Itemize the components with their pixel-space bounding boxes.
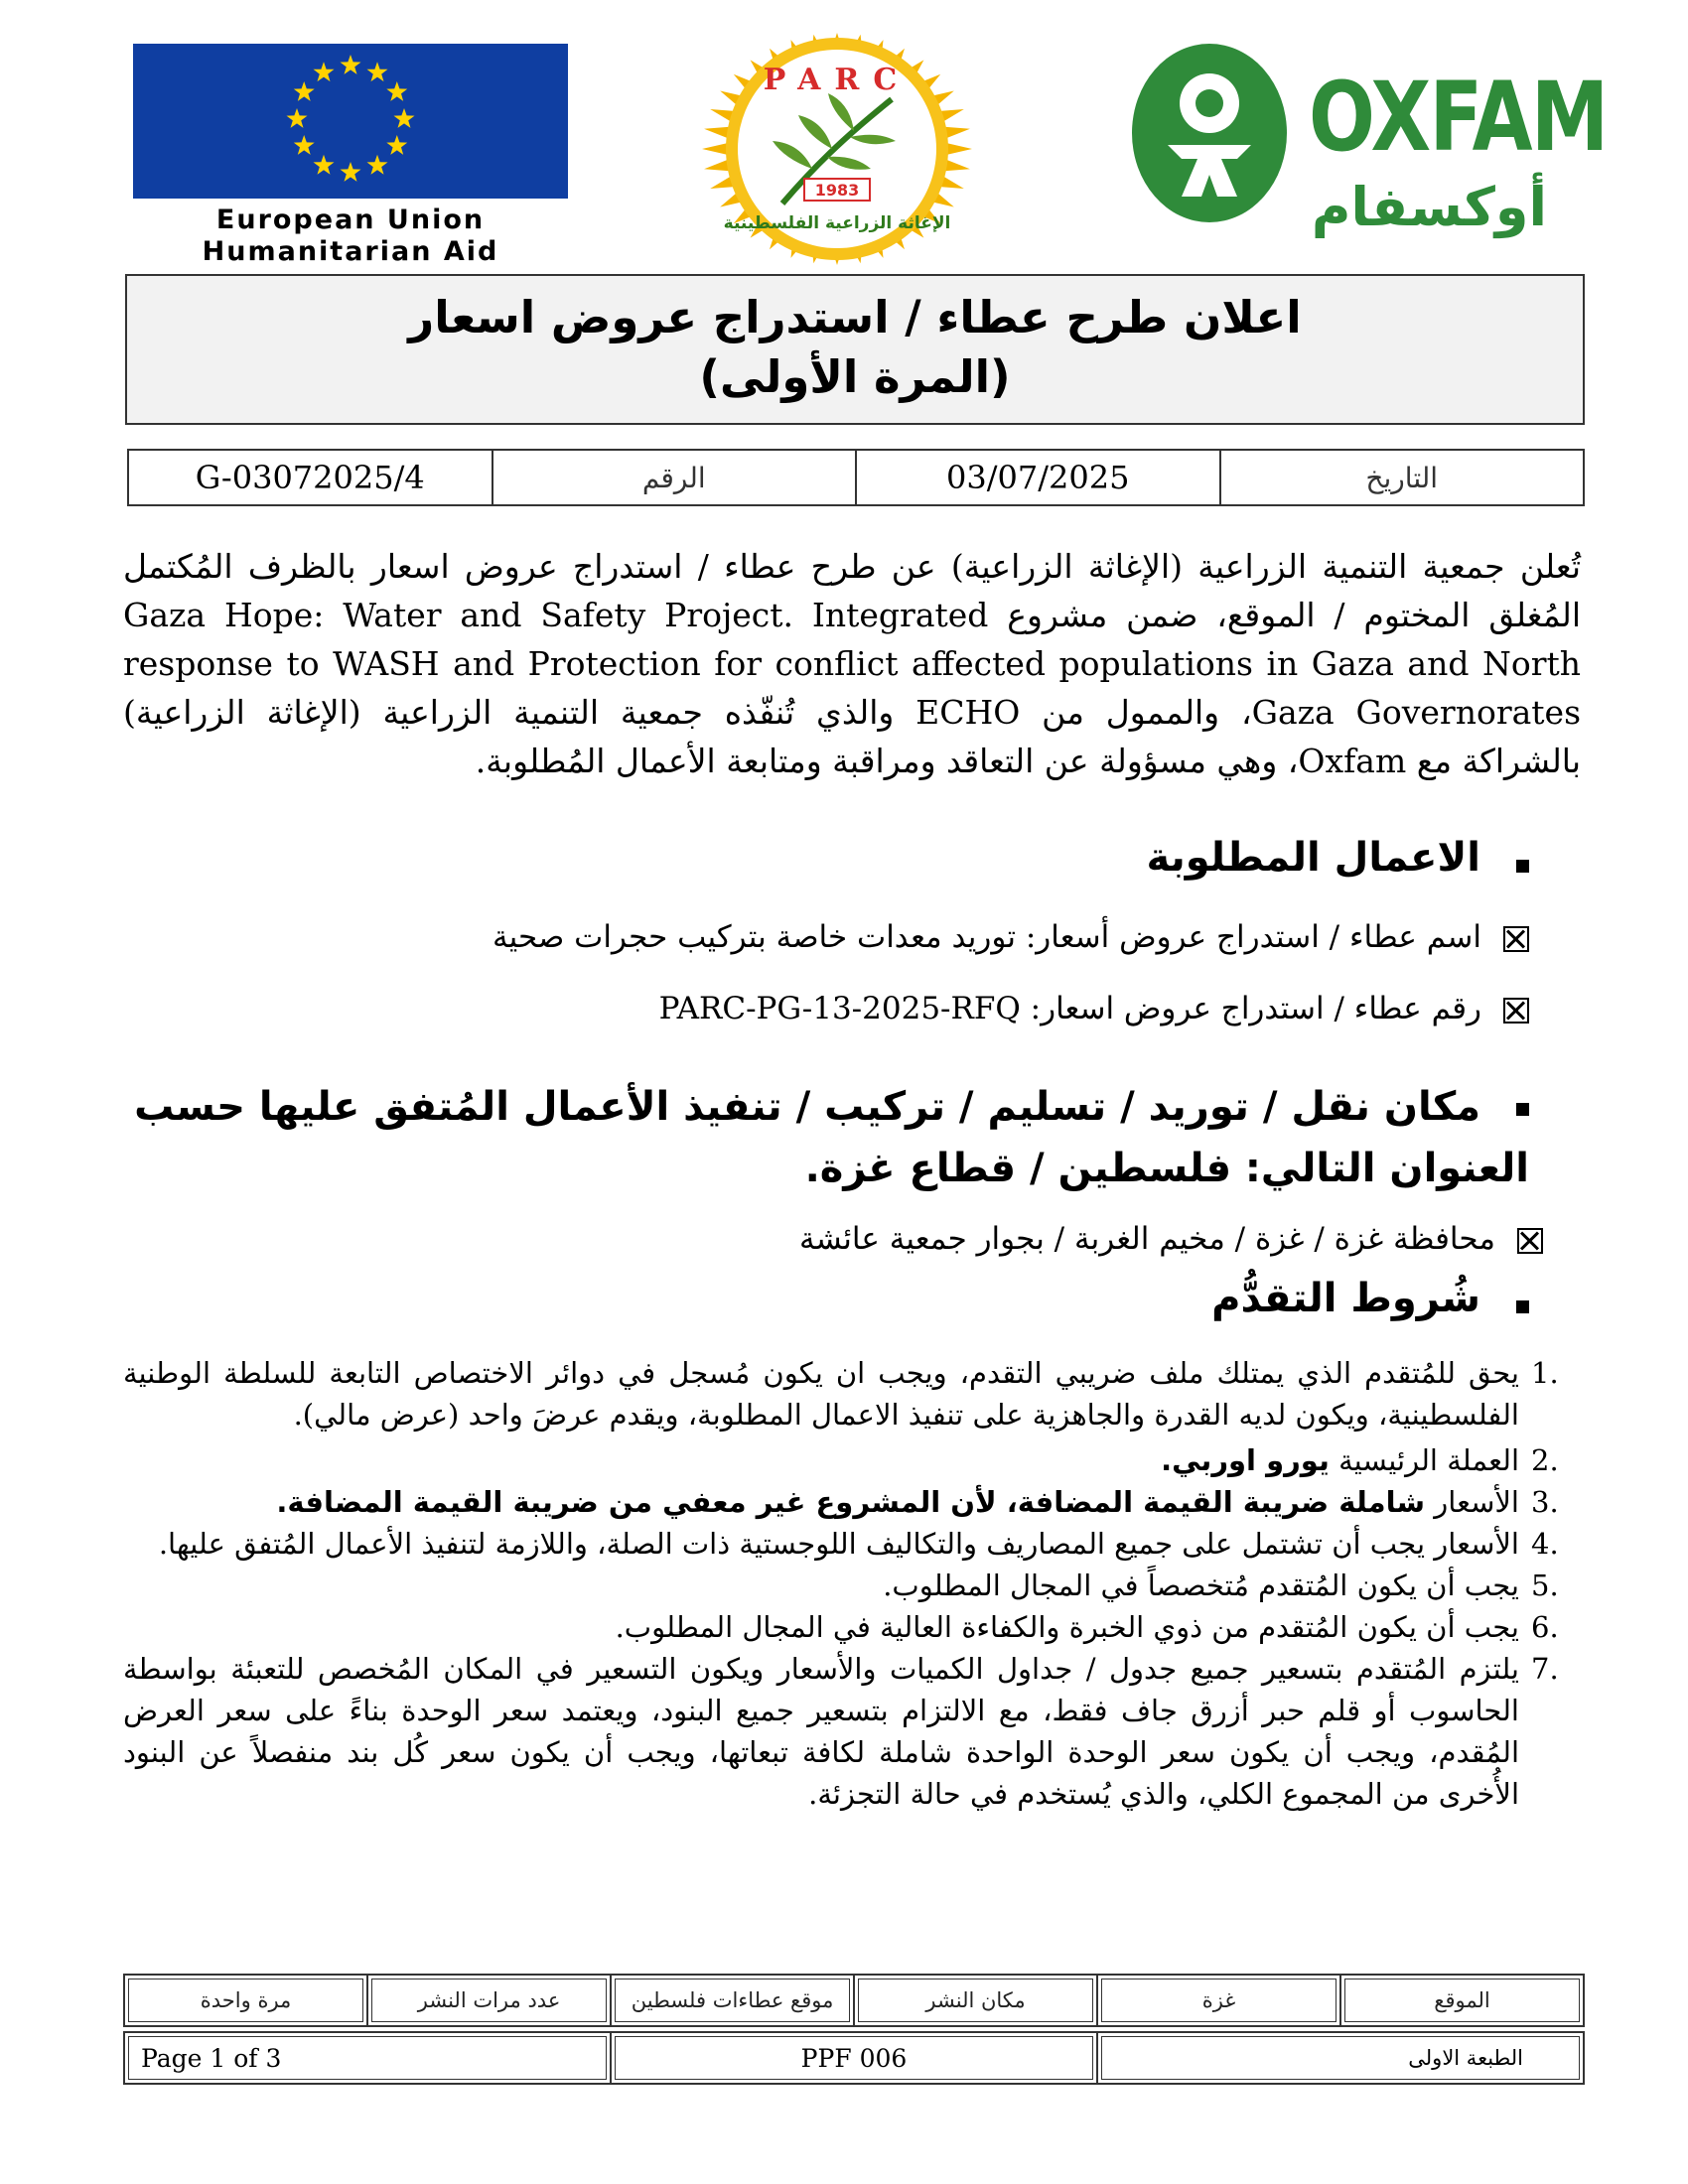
- date-label: التاريخ: [1220, 450, 1585, 505]
- location-label: الموقع: [1340, 1975, 1584, 2026]
- location-section: [119, 1076, 1529, 1199]
- publication-count-value: مرة واحدة: [124, 1975, 367, 2026]
- parc-arabic-name: الإغاثة الزراعية الفلسطينية: [723, 213, 951, 233]
- publication-place-value: موقع عطاءات فلسطين: [611, 1975, 854, 2026]
- location-heading: [119, 1076, 1529, 1199]
- page-number: Page 1 of 3: [124, 2032, 611, 2084]
- eu-flag-icon: [133, 44, 568, 199]
- condition-item: [123, 1648, 1583, 1815]
- required-works-section: [1147, 832, 1529, 884]
- publication-place-label: مكان النشر: [854, 1975, 1097, 2026]
- condition-number: 6.: [1531, 1610, 1559, 1644]
- condition-item: [123, 1565, 1583, 1606]
- number-value: G-03072025/4: [128, 450, 492, 505]
- condition-item: [123, 1481, 1583, 1523]
- checked-box-icon: [1517, 1228, 1543, 1254]
- condition-text: الأسعار يجب أن تشتمل على جميع المصاريف والتكاليف اللوجستية ذات الصلة، واللازمة لتنفيذ الأعمال المُتفق عليها.: [158, 1527, 1519, 1561]
- condition-bold-text: يورو اوربي.: [1161, 1443, 1330, 1477]
- header-logos: [0, 30, 1688, 268]
- eu-caption: European Union Humanitarian Aid: [202, 205, 499, 267]
- oxfam-wordmark: OXFAM: [1309, 62, 1608, 173]
- oxfam-figure-icon: [1130, 42, 1289, 224]
- intro-paragraph: تُعلن جمعية التنمية الزراعية (الإغاثة الزراعية) عن طرح عطاء / استدراج عروض اسعار بالظرف المُكتمل المُغلق المختوم / الموقع، ضمن مشروع Gaza Hope: Water and Safety Project. Integrated response to WASH and Protection for conflict affected populations in Gaza and North Gaza Governorates، والممول من ECHO والذي تُنفّذه جمعية التنمية الزراعية (الإغاثة الزراعية) بالشراكة مع Oxfam، وهي مسؤولة عن التعاقد ومراقبة ومتابعة الأعمال المُطلوبة.: [123, 547, 1582, 780]
- condition-bold-text: شاملة ضريبة القيمة المضافة،: [1006, 1485, 1426, 1519]
- condition-text: يلتزم المُتقدم بتسعير جميع جدول / جداول الكميات والأسعار ويكون التسعير في المكان المُخصص للتعبئة بواسطة الحاسوب أو قلم حبر أزرق جاف فقط، مع الالتزام بتسعير جميع البنود، ويعتمد سعر الوحدة بناءً على سعر العرض المُقدم، ويجب أن يكون سعر الوحدة الواحدة شاملة لكافة تبعاتها، ويجب أن يكون سعر كُل بند منفصلاً عن البنود الأُخرى من المجموع الكلي، والذي يُستخدم في حالة التجزئة.: [123, 1652, 1519, 1811]
- tender-number-text: رقم عطاء / استدراج عروض اسعار: PARC-PG-13-2025-RFQ: [658, 991, 1481, 1026]
- announcement-title: اعلان طرح عطاء / استدراج عروض اسعار: [408, 291, 1302, 343]
- condition-text: يجب أن يكون المُتقدم من ذوي الخبرة والكفاءة العالية في المجال المطلوب.: [615, 1610, 1519, 1644]
- conditions-section: [1211, 1273, 1529, 1324]
- parc-letters: PARC: [763, 63, 912, 97]
- edition-label: الطبعة الاولى: [1097, 2032, 1584, 2084]
- checked-box-icon: [1503, 926, 1529, 952]
- condition-number: 1.: [1531, 1356, 1559, 1390]
- parc-logo: [624, 30, 1051, 268]
- location-value: غزة: [1097, 1975, 1340, 2026]
- condition-number: 2.: [1531, 1443, 1559, 1477]
- checked-box-icon: [1503, 998, 1529, 1024]
- condition-number: 5.: [1531, 1569, 1559, 1602]
- document-footer-table: [123, 2031, 1585, 2085]
- eu-humanitarian-aid-logo: [131, 44, 570, 268]
- condition-text: لأن المشروع غير معفي من ضريبة القيمة المضافة.: [276, 1485, 1007, 1519]
- publication-count-label: عدد مرات النشر: [367, 1975, 611, 2026]
- address-item: [799, 1217, 1543, 1261]
- condition-item: [123, 1352, 1583, 1435]
- condition-text: يجب أن يكون المُتقدم مُتخصصاً في المجال المطلوب.: [883, 1569, 1519, 1602]
- tender-number-item: [659, 987, 1529, 1030]
- condition-number: 3.: [1531, 1485, 1559, 1519]
- address-text: محافظة غزة / غزة / مخيم الغربة / بجوار جمعية عائشة: [799, 1221, 1495, 1257]
- location-heading-text: مكان نقل / توريد / تسليم / تركيب / تنفيذ الأعمال المُتفق عليها حسب العنوان التالي: فلسطين / قطاع غزة.: [134, 1084, 1529, 1191]
- publication-info-table: [123, 1974, 1585, 2027]
- square-bullet-icon: [1516, 860, 1529, 873]
- date-value: 03/07/2025: [856, 450, 1220, 505]
- tender-name-text: اسم عطاء / استدراج عروض أسعار: توريد معدات خاصة بتركيب حجرات صحية: [492, 919, 1481, 955]
- condition-item: [123, 1523, 1583, 1565]
- tender-name-item: [492, 915, 1529, 959]
- oxfam-logo: [1130, 40, 1608, 248]
- oxfam-arabic-wordmark: أوكسفام: [1311, 176, 1547, 238]
- condition-item: [123, 1439, 1583, 1481]
- conditions-list: [123, 1352, 1583, 1815]
- condition-number: 7.: [1531, 1652, 1559, 1686]
- number-label: الرقم: [492, 450, 857, 505]
- announcement-title-box: [125, 274, 1585, 425]
- required-works-heading: الاعمال المطلوبة: [1146, 835, 1480, 881]
- condition-text: العملة الرئيسية: [1329, 1443, 1519, 1477]
- conditions-heading: شُروط التقدُّم: [1211, 1276, 1480, 1321]
- announcement-subtitle: (المرة الأولى): [699, 350, 1011, 403]
- condition-number: 4.: [1531, 1527, 1559, 1561]
- form-code: PPF 006: [611, 2032, 1097, 2084]
- square-bullet-icon: [1516, 1103, 1529, 1116]
- condition-text: الأسعار: [1425, 1485, 1519, 1519]
- condition-text: يحق للمُتقدم الذي يمتلك ملف ضريبي التقدم، ويجب ان يكون مُسجل في دوائر الاختصاص التابعة للسلطة الوطنية الفلسطينية، ويكون لديه القدرة والجاهزية على تنفيذ الاعمال المطلوبة، ويقدم عرضَ واحد (عرض مالي).: [123, 1356, 1519, 1432]
- square-bullet-icon: [1516, 1300, 1529, 1313]
- parc-year: 1983: [814, 181, 860, 200]
- condition-item: [123, 1606, 1583, 1648]
- date-number-table: [127, 449, 1585, 506]
